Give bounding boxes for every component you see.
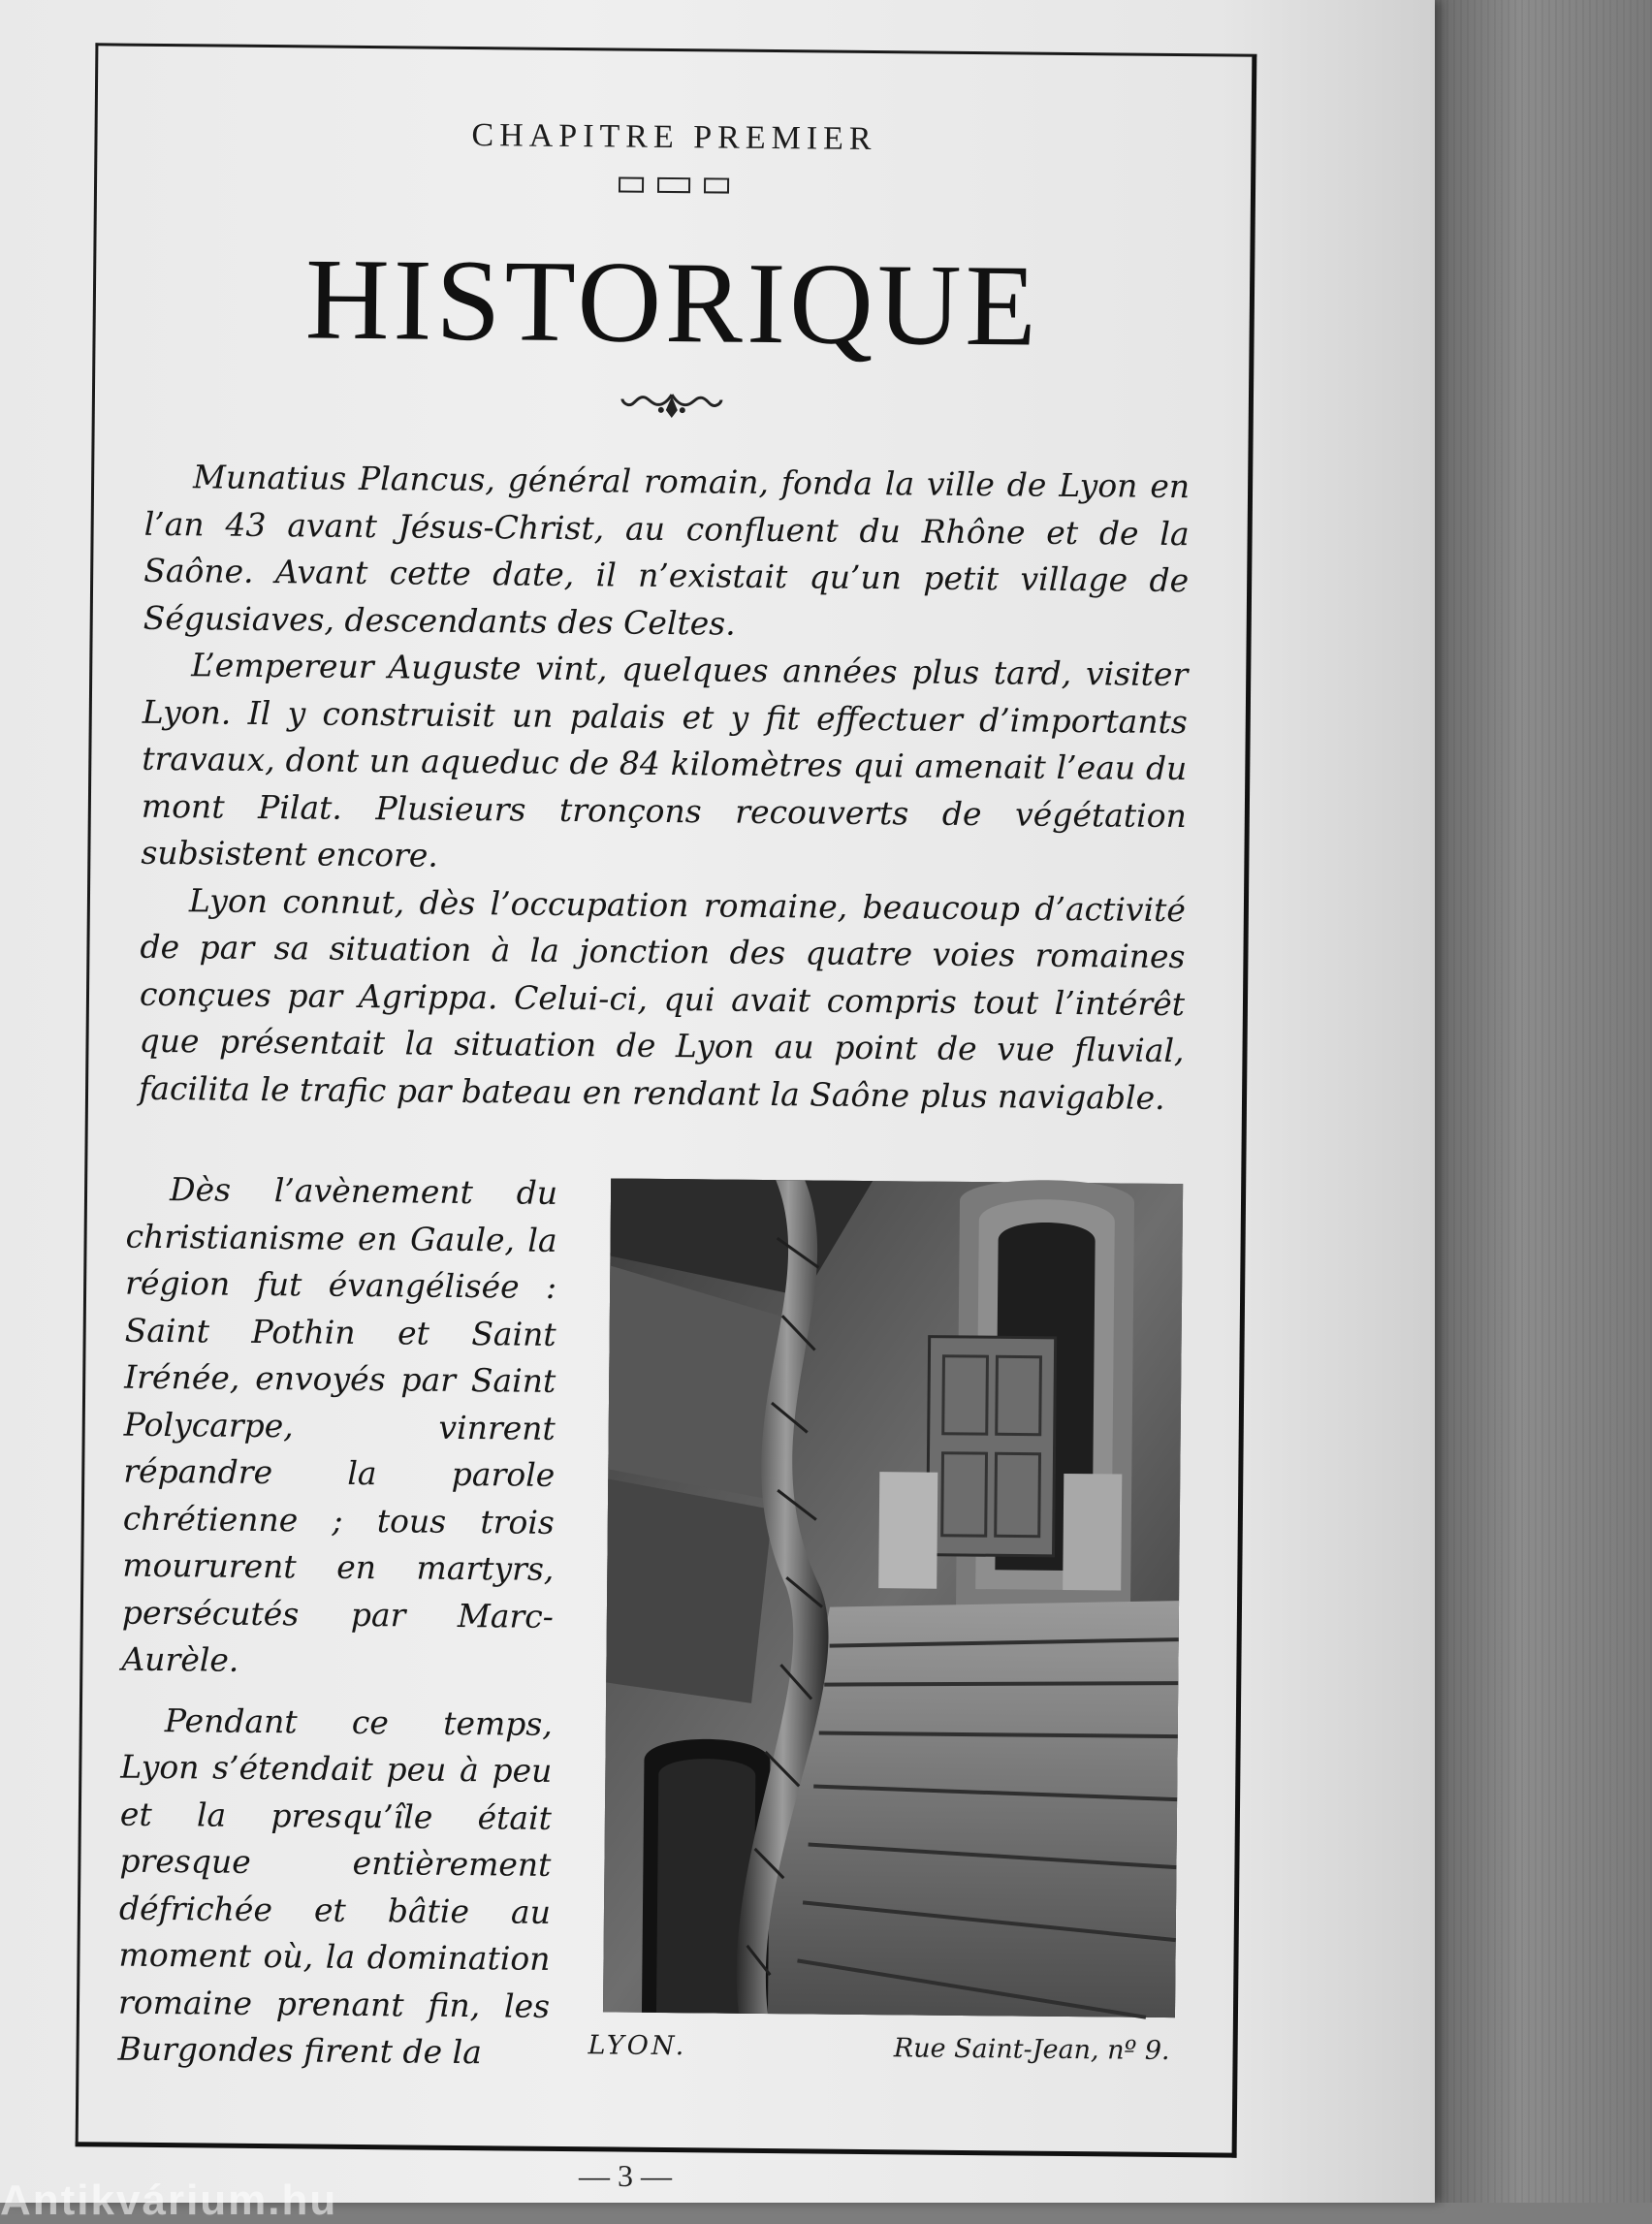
ornament-boxes	[97, 172, 1251, 202]
caption-street: Rue Saint-Jean, nº 9.	[893, 2033, 1170, 2067]
paragraph: L’empereur Auguste vint, quelques années plus tard, visiter Lyon. Il y construisit un palais et y fit effectuer d’importants travaux, dont un aqueduc de 84 kilomètres qui amenait l’eau du mont Pilat. Plusieurs tronçons recouverts de végétation subsistent encore.	[141, 646, 1189, 874]
left-column-text	[117, 1166, 557, 2078]
staircase-photo	[603, 1178, 1183, 2017]
ornament-box	[704, 177, 729, 193]
chapter-label: CHAPITRE PREMIER	[471, 117, 877, 158]
caption-city: LYON.	[588, 2030, 687, 2062]
paragraph: Lyon connut, dès l’occupation romaine, beaucoup d’activité de par sa situation à la jonction des quatre voies romaines conçues par Agrippa. Celui-ci, qui avait compris tout l’intérêt que présentait la situation de Lyon au point de vue fluvial, facilita le trafic par bateau en rendant la Saône plus navigable.	[138, 880, 1187, 1117]
desk-background	[1433, 0, 1652, 2203]
fleuron-ornament-icon	[95, 383, 1249, 430]
ornament-box	[657, 177, 690, 193]
page-frame	[76, 43, 1257, 2157]
paragraph: Dès l’avènement du christianisme en Gaule, la région fut évangélisée : Saint Pothin et Saint Irénée, envoyés par Saint Polycarpe, vinrent répandre la parole chrétienne ; tous trois moururent en martyrs, persécutés par Marc-Aurèle.	[121, 1170, 558, 1679]
page-number: — 3 —	[579, 2158, 672, 2193]
paragraph: Munatius Plancus, général romain, fonda la ville de Lyon en l’an 43 avant Jésus-Christ, au confluent du Rhône et de la Saône. Avant cette date, il n’existait qu’un petit village de Ségusiaves, descendants des Celtes.	[143, 458, 1191, 643]
ornament-box	[619, 176, 644, 192]
paragraph: Pendant ce temps, Lyon s’étendait peu à peu et la presqu’île était presque entièrement défrichée et bâtie au moment où, la domination romaine prenant fin, les Burgondes firent de la	[117, 1700, 554, 2072]
page-title: HISTORIQUE	[304, 234, 1041, 370]
watermark: Antikvárium.hu	[0, 2176, 338, 2224]
intro-text	[139, 454, 1190, 1122]
figure-caption	[588, 2030, 1170, 2067]
